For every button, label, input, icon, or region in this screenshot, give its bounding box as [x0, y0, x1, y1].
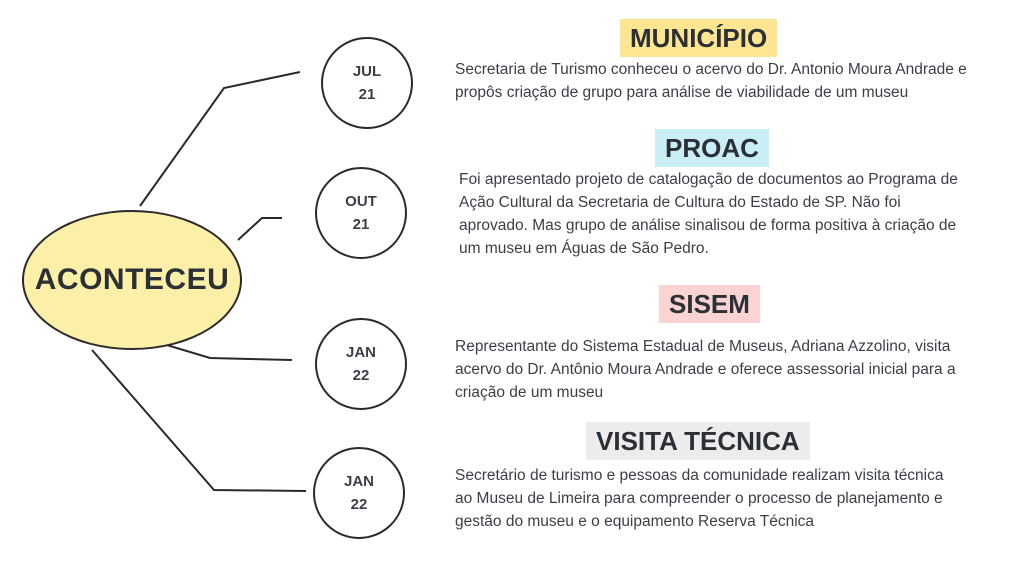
- event-tag: [620, 19, 777, 57]
- connector-line: [238, 218, 282, 240]
- date-circle: [315, 167, 407, 259]
- event-description: Secretaria de Turismo conheceu o acervo do Dr. Antonio Moura Andrade e propôs criação de grupo para análise de viabilidade de um museu: [455, 61, 967, 101]
- date-month: OUT: [345, 193, 377, 210]
- event-tag: [655, 129, 769, 167]
- hub-ellipse: [22, 210, 242, 350]
- event-tag: [659, 285, 760, 323]
- event-description: Representante do Sistema Estadual de Museus, Adriana Azzolino, visita acervo do Dr. Antônio Moura Andrade e oferece assessorial inicial para a criação de um museu: [455, 338, 956, 401]
- date-month: JUL: [352, 63, 382, 80]
- date-year: 22: [352, 367, 370, 384]
- event-description: Foi apresentado projeto de catalogação de documentos ao Programa de Ação Cultural da Secretaria de Cultura do Estado de SP. Não foi aprovado. Mas grupo de análise sinalisou de forma positiva à criação de um museu em Águas de São Pedro.: [459, 171, 958, 257]
- date-year: 21: [352, 216, 370, 233]
- date-year: 21: [358, 86, 376, 103]
- event-tag-label: PROAC: [665, 133, 759, 163]
- event-tag-label: MUNICÍPIO: [630, 23, 768, 53]
- event-tag-label: SISEM: [669, 289, 750, 319]
- date-circle: [315, 318, 407, 410]
- date-month: JAN: [343, 473, 374, 490]
- event-description: Secretário de turismo e pessoas da comunidade realizam visita técnica ao Museu de Limeira para compreender o processo de planejamento e gestão do museu e o equipamento Reserva Técnica: [455, 467, 944, 530]
- date-year: 22: [350, 496, 368, 513]
- event-tag-label: VISITA TÉCNICA: [596, 426, 800, 456]
- connector-line: [140, 72, 300, 206]
- connector-line: [92, 350, 306, 491]
- date-circle: [321, 37, 413, 129]
- date-month: JAN: [345, 344, 376, 361]
- hub-label: ACONTECEU: [34, 263, 230, 296]
- event-tag: [586, 422, 810, 460]
- date-circle: [313, 447, 405, 539]
